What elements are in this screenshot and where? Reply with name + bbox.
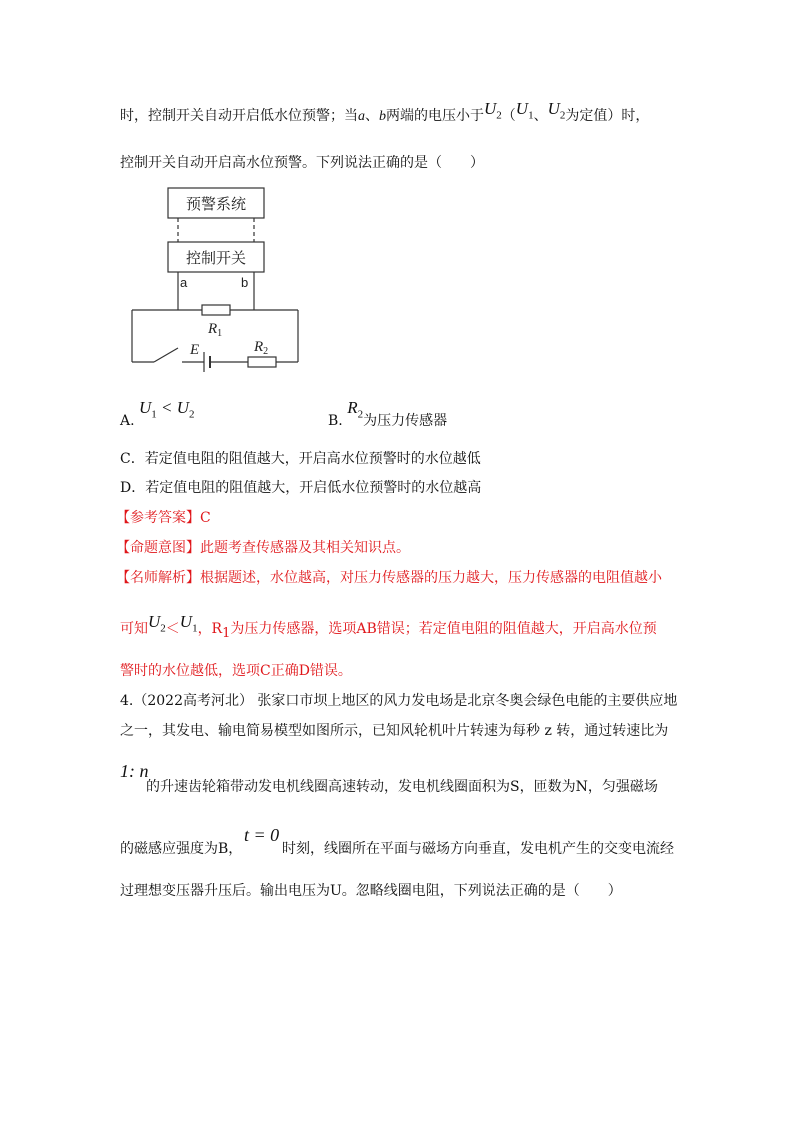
q4-line4-b: 时刻，线圈所在平面与磁场方向垂直，发电机产生的交变电流经 xyxy=(282,841,674,857)
q3-line1-text-b: 两端的电压小于 xyxy=(386,108,484,124)
terminal-a-label: a xyxy=(180,275,188,290)
q3-line1-text-a: 时，控制开关自动开启低水位预警；当 xyxy=(120,108,358,124)
analysis-u1: $U_1$ xyxy=(179,612,198,635)
q4-line2: 之一，其发电、输电简易模型如图所示，已知风轮机叶片转速为每秒 z 转，通过转速比为 xyxy=(120,723,669,739)
analysis-lt: ＜ xyxy=(165,621,180,637)
var-b: b xyxy=(379,109,386,124)
q3-line2: 控制开关自动开启高水位预警。下列说法正确的是（ ） xyxy=(120,155,484,171)
q3-line1-sep: 、 xyxy=(365,108,379,124)
alarm-system-label: 预警系统 xyxy=(185,196,247,213)
analysis-line1: 【名师解析】根据题述，水位越高，对压力传感器的压力越大，压力传感器的电阻值越小 xyxy=(116,570,662,586)
q3-line1-end: 为定值）时， xyxy=(565,108,650,124)
resistor-r1 xyxy=(202,305,230,315)
analysis-u2: $U_2$ xyxy=(148,612,166,635)
q4-t0: t = 0 xyxy=(244,825,280,845)
analysis-line2 xyxy=(120,612,657,641)
option-b-math: $R_2$ xyxy=(347,398,364,421)
option-b xyxy=(328,398,448,429)
q4-line5: 过理想变压器升压后。输出电压为U。忽略线圈电阻，下列说法正确的是（ ） xyxy=(120,883,622,899)
switch-blade xyxy=(154,348,178,362)
var-a: a xyxy=(358,109,365,124)
reference-answer: 【参考答案】C xyxy=(116,510,211,526)
q4-ratio: 1: n xyxy=(120,761,149,781)
control-switch-label: 控制开关 xyxy=(185,250,247,267)
q3-line1 xyxy=(120,99,650,127)
math-u1: $U_1$ xyxy=(515,99,534,122)
q3-line1-comma: 、 xyxy=(533,108,548,124)
q3-line1-paren: （ xyxy=(501,108,516,124)
option-c: C．若定值电阻的阻值越大，开启高水位预警时的水位越低 xyxy=(120,451,481,467)
q4-line1: 4.（2022高考河北） 张家口市坝上地区的风力发电场是北京冬奥会绿色电能的主要供应地 xyxy=(120,693,678,709)
r2-label: $R_2$ xyxy=(254,339,269,357)
analysis-line3: 警时的水位越低，选项C正确D错误。 xyxy=(120,663,352,679)
math-u2b: $U_2$ xyxy=(547,99,566,122)
resistor-r2 xyxy=(248,357,276,367)
option-d: D．若定值电阻的阻值越大，开启低水位预警时的水位越高 xyxy=(120,480,482,496)
option-a xyxy=(120,398,195,429)
analysis-line2-c: 为压力传感器，选项AB错误；若定值电阻的阻值越大，开启高水位预 xyxy=(230,621,657,637)
option-b-text: 为压力传感器 xyxy=(363,413,448,429)
q4-line3: 的升速齿轮箱带动发电机线圈高速转动，发电机线圈面积为S，匝数为N，匀强磁场 xyxy=(146,779,658,795)
q4-line4-a: 的磁感应强度为B， xyxy=(120,841,243,857)
math-u2: $U_2$ xyxy=(484,99,502,122)
option-b-prefix: B. xyxy=(328,413,343,429)
analysis-line2-b: ，R xyxy=(197,621,223,637)
circuit-diagram xyxy=(128,186,308,372)
e-label: E xyxy=(190,342,200,358)
option-a-prefix: A. xyxy=(120,413,135,429)
analysis-line2-a: 可知 xyxy=(120,621,148,637)
terminal-b-label: b xyxy=(241,275,249,290)
question-intent: 【命题意图】此题考查传感器及其相关知识点。 xyxy=(116,540,410,556)
r1-label: $R_1$ xyxy=(208,321,223,339)
option-a-math: $U_1 < U_2$ xyxy=(139,398,195,421)
analysis-r1-sub: 1 xyxy=(222,625,231,641)
